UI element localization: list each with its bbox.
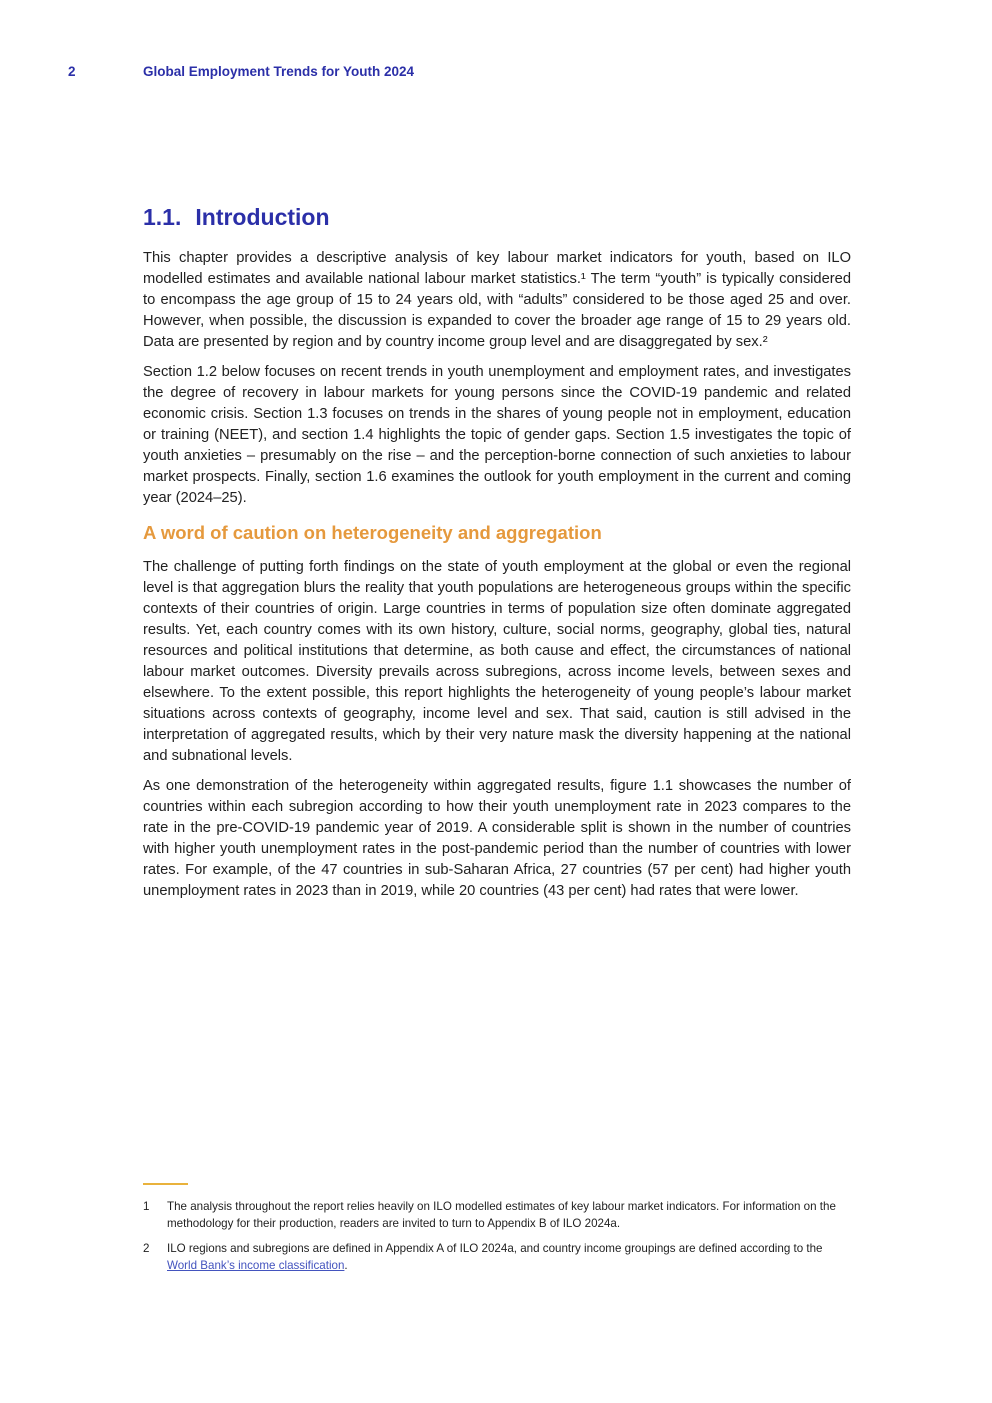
world-bank-classification-link[interactable]: World Bank’s income classification [167, 1258, 345, 1272]
section-title: Introduction [195, 204, 330, 230]
section-number: 1.1. [143, 204, 182, 230]
running-header [0, 64, 992, 84]
footnote-2-text-before: ILO regions and subregions are defined in Appendix A of ILO 2024a, and country income groupings are defined according to the [167, 1242, 823, 1255]
footnote-2-text [167, 1241, 851, 1274]
footnote-1 [143, 1199, 851, 1232]
footnote-2 [143, 1241, 851, 1274]
footnotes-section [143, 1183, 851, 1283]
footnote-2-number: 2 [143, 1242, 150, 1255]
page-number: 2 [68, 64, 76, 79]
main-content [143, 196, 851, 911]
footnote-divider [143, 1183, 188, 1185]
section-heading [143, 202, 851, 232]
footnote-1-text: The analysis throughout the report relies heavily on ILO modelled estimates of key labour market indicators. For information on the methodology for their production, readers are invited to turn to Appendix B of ILO 2024a. [167, 1200, 836, 1230]
paragraph-intro-2: Section 1.2 below focuses on recent trends in youth unemployment and employment rates, and investigates the degree of recovery in labour markets for young persons since the COVID-19 pandemic and related economic crisis. Section 1.3 focuses on trends in the shares of young people not in employment, education or training (NEET), and section 1.4 highlights the topic of gender gaps. Section 1.5 investigates the topic of youth anxieties – presumably on the rise – and the perception-borne connection of such anxieties to labour market prospects. Finally, section 1.6 examines the outlook for youth employment in the current and coming year (2024–25). [143, 364, 851, 506]
footnote-1-number: 1 [143, 1200, 150, 1213]
running-title: Global Employment Trends for Youth 2024 [143, 64, 415, 79]
subsection-heading: A word of caution on heterogeneity and aggregation [143, 522, 602, 543]
paragraph-caution-1: The challenge of putting forth findings on the state of youth employment at the global or even the regional level is that aggregation blurs the reality that youth populations are heterogeneous groups within the specific contexts of their countries of origin. Large countries in terms of population size often dominate aggregated results. Yet, each country comes with its own history, culture, social norms, geography, global ties, natural resources and political institutions that determine, as both cause and effect, the circumstances of national labour market outcomes. Diversity prevails across subregions, across income levels, between sexes and elsewhere. To the extent possible, this report highlights the heterogeneity of young people’s labour market situations across contexts of geography, income level and sex. That said, caution is still advised in the interpretation of aggregated results, which by their very nature mask the diversity happening at the national and subnational levels. [143, 559, 851, 764]
paragraph-intro-1: This chapter provides a descriptive analysis of key labour market indicators for youth, based on ILO modelled estimates and available national labour market statistics.¹ The term “youth” is typically considered to encompass the age group of 15 to 24 years old, with “adults” considered to be those aged 25 and over. However, when possible, the discussion is expanded to cover the broader age range of 15 to 29 years old. Data are presented by region and by country income group level and are disaggregated by sex.² [143, 250, 851, 350]
paragraph-caution-2: As one demonstration of the heterogeneity within aggregated results, figure 1.1 showcases the number of countries within each subregion according to how their youth unemployment rate in 2023 compares to the rate in the pre-COVID-19 pandemic year of 2019. A considerable split is shown in the number of countries with higher youth unemployment rates in the post-pandemic period than the number of countries with lower rates. For example, of the 47 countries in sub-Saharan Africa, 27 countries (57 per cent) had higher youth unemployment rates in 2023 than in 2019, while 20 countries (43 per cent) had rates that were lower. [143, 778, 851, 899]
footnote-2-text-after: . [344, 1258, 348, 1272]
